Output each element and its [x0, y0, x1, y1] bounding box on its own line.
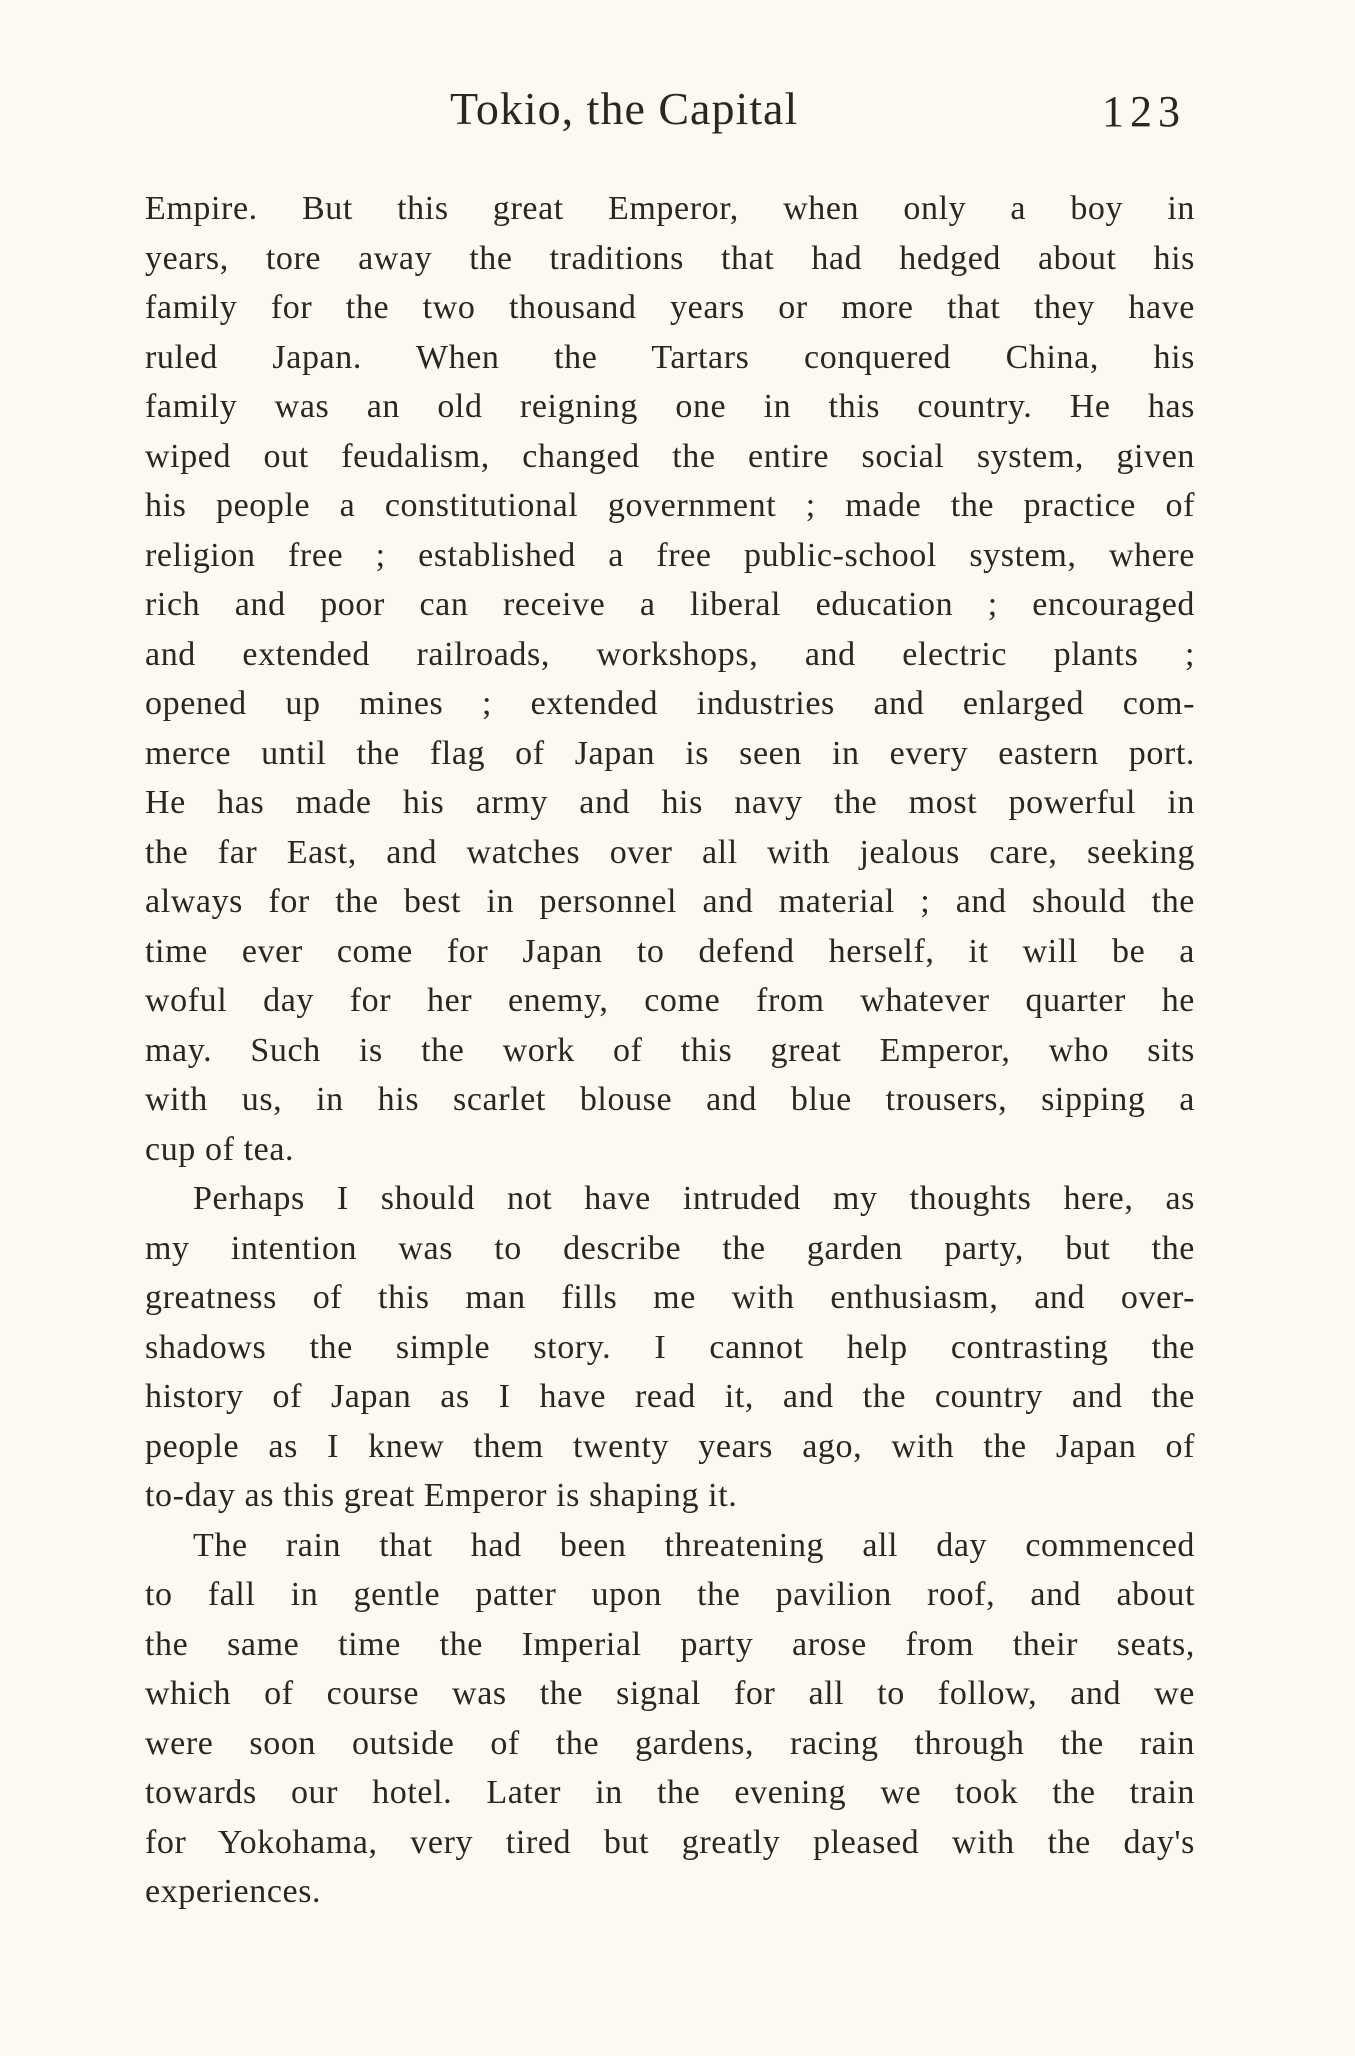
text-line: family was an old reigning one in this country. He has	[145, 388, 1195, 425]
text-line: with us, in his scarlet blouse and blue trousers, sipping a	[145, 1081, 1195, 1118]
text-line: religion free ; established a free public-school system, where	[145, 536, 1195, 574]
text-line: Empire. But this great Emperor, when only a boy in	[145, 190, 1195, 227]
text-line: family for the two thousand years or more that they have	[145, 289, 1195, 326]
text-line: rich and poor can receive a liberal education ; encouraged	[145, 586, 1195, 623]
text-line: time ever come for Japan to defend herself, it will be a	[145, 932, 1195, 970]
text-line: for Yokohama, very tired but greatly pleased with the day's	[145, 1823, 1195, 1861]
text-line: wiped out feudalism, changed the entire social system, given	[145, 437, 1195, 475]
paragraph-start-line: Perhaps I should not have intruded my thoughts here, as	[193, 1180, 1195, 1217]
paragraph-end-line: experiences.	[145, 1873, 322, 1910]
text-line: and extended railroads, workshops, and electric plants ;	[145, 635, 1195, 673]
text-line: years, tore away the traditions that had hedged about his	[145, 239, 1195, 277]
text-line: ruled Japan. When the Tartars conquered China, his	[145, 338, 1195, 376]
paragraph-end-line: cup of tea.	[145, 1130, 295, 1168]
text-line: which of course was the signal for all to follow, and we	[145, 1675, 1195, 1712]
text-line: shadows the simple story. I cannot help contrasting the	[145, 1328, 1195, 1366]
text-line: were soon outside of the gardens, racing through the rain	[145, 1724, 1195, 1762]
text-line: He has made his army and his navy the most powerful in	[145, 784, 1195, 821]
text-line: merce until the flag of Japan is seen in every eastern port.	[145, 734, 1195, 772]
text-line: the far East, and watches over all with jealous care, seeking	[145, 833, 1195, 871]
text-line: woful day for her enemy, come from whatever quarter he	[145, 982, 1195, 1019]
text-line: towards our hotel. Later in the evening we took the train	[145, 1774, 1195, 1811]
text-line: his people a constitutional government ; made the practice of	[145, 487, 1195, 524]
running-title: Tokio, the Capital	[450, 83, 799, 134]
text-line: people as I knew them twenty years ago, with the Japan of	[145, 1427, 1195, 1465]
text-line: always for the best in personnel and material ; and should the	[145, 883, 1195, 920]
paragraph-start-line: The rain that had been threatening all day commenced	[193, 1526, 1195, 1564]
text-line: greatness of this man fills me with enthusiasm, and over-	[145, 1279, 1195, 1316]
text-line: history of Japan as I have read it, and the country and the	[145, 1378, 1195, 1415]
text-line: may. Such is the work of this great Emperor, who sits	[145, 1031, 1195, 1069]
text-line: opened up mines ; extended industries and enlarged com-	[145, 685, 1195, 722]
text-line: to fall in gentle patter upon the pavilion roof, and about	[145, 1576, 1195, 1613]
text-line: my intention was to describe the garden party, but the	[145, 1229, 1195, 1267]
text-line: the same time the Imperial party arose from their seats,	[145, 1625, 1195, 1663]
paragraph-end-line: to-day as this great Emperor is shaping it.	[145, 1477, 738, 1514]
running-head	[0, 82, 1355, 142]
body-text	[145, 184, 1195, 1917]
page-number: 123	[1102, 87, 1186, 136]
